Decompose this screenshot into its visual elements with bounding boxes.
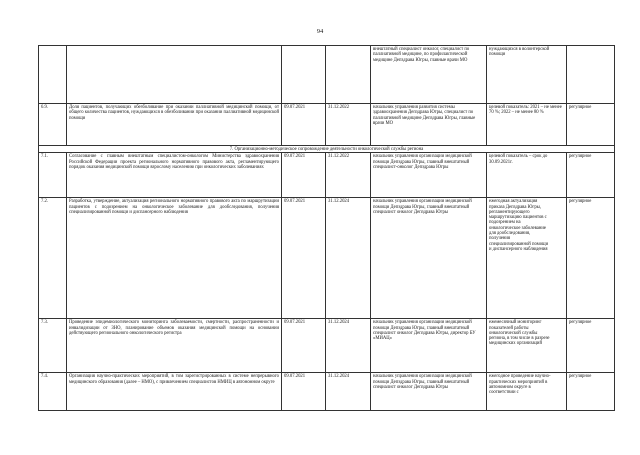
table-row [39,104,615,146]
indicator [487,373,567,411]
end-date: 31.12.2024 [326,319,371,373]
periodicity: регулярное [567,104,615,146]
executor: начальник управления организации медицинской помощи Депздрава Югры, главный внештатный специалист-онколог Депздрава Югры [371,153,487,198]
measure-name: Согласование с главным внештатным специалистом-онкологом Министерства здравоохранения Российской Федерации проекта регионального нормативного правового акта, регламентирующего порядок оказания медицинской помощи взрослому населению при онкологических заболеваниях [67,153,282,198]
indicator-text: ежегодное проведение научно-практических мероприятий в автономном округе в соответствии с [489,374,551,396]
indicator: целевой показатель – срок до 30.09.2021г. [487,153,567,198]
page-number: 94 [316,28,324,35]
executor: начальник управления развития системы здравоохранения Депздрава Югры, специалист по паллиативной медицине Депздрава Югры, главные врачи МО [371,104,487,146]
row-number: 7.1. [39,153,67,198]
row-number: 7.2. [39,198,67,319]
end-date [326,46,371,104]
executor: начальник управления организации медицинской помощи Депздрава Югры, главный внештатный специалист онколог Депздрава Югры [371,198,487,319]
periodicity: регулярное [567,319,615,373]
indicator [487,198,567,319]
start-date: 09.07.2021 [282,104,326,146]
start-date: 09.07.2021 [282,198,326,319]
row-number: 7.4. [39,373,67,411]
indicator-text: ежегодная актуализация приказа Депздрава Югры, регламентирующего маршрутизацию пациентов с подозрением на онкологическое заболевание для дообследования, получения специализированной помощи и диспансерного наблюдения [489,199,549,252]
indicator [487,319,567,373]
section-title: 7. Организационно-методическое сопровождение деятельности онкологической службы региона [39,146,615,153]
end-date: 31.12.2024 [326,198,371,319]
indicator: нуждающихся в волонтерской помощи [487,46,567,104]
start-date [282,46,326,104]
end-date: 31.12.2022 [326,104,371,146]
table-row [39,373,615,411]
row-number: 7.3. [39,319,67,373]
table-row [39,153,615,198]
measure-name: Проведение эпидемиологического мониторинга заболеваемости, смертности, распространенности и инвалидизации от ЗНО, планирование объемов оказания медицинской помощи на основании действующего регионального онкологического регистра [67,319,282,373]
row-number: 6.9. [39,104,67,146]
start-date: 09.07.2021 [282,319,326,373]
measure-name: Организация научно-практических мероприятий, в том зарегистрированных в системе непрерывного медицинского образования (далее – НМО), с привлечением специалистов НМИЦ в автономном округе [67,373,282,411]
periodicity: регулярное [567,198,615,319]
end-date: 31.12.2022 [326,153,371,198]
measure-name: Доля пациентов, получающих обезболивание при оказании паллиативной медицинской помощи, от общего количества пациентов, нуждающихся в обезболивании при оказании паллиативной медицинской помощи [67,104,282,146]
indicator: целевой показатель: 2021 – не менее 70 %; 2022 – не менее 80 % [487,104,567,146]
periodicity [567,46,615,104]
periodicity: регулярное [567,373,615,411]
table-row [39,319,615,373]
section-header-row [39,146,615,153]
periodicity: регулярное [567,153,615,198]
plan-table [38,45,615,411]
table-row [39,198,615,319]
measure-name: Разработка, утверждение, актуализация регионального нормативного правового акта по маршрутизации пациентов с подозрением на онкологическое заболевание для дообследования, получения специализированной помощи и диспансерного наблюдения [67,198,282,319]
end-date: 31.12.2024 [326,373,371,411]
start-date: 09.07.2021 [282,373,326,411]
executor: начальник управления организации медицинской помощи Депздрава Югры, главный внештатный специалист онколог Депздрава Югры, директор БУ «МИАЦ» [371,319,487,373]
executor: начальник управления организации медицинской помощи Депздрава Югры, главный внештатный специалист онколог Депздрава Югры [371,373,487,411]
row-number [39,46,67,104]
start-date: 09.07.2021 [282,153,326,198]
executor: внештатный специалист онколог, специалист по паллиативной медицине, по профилактической медицине Депздрава Югры, главные врачи МО [371,46,487,104]
indicator-text: ежемесячный мониторинг показателей работы онкологической службы региона, в том числе в разрезе медицинских организаций [489,320,550,347]
table-row [39,46,615,104]
measure-name [67,46,282,104]
